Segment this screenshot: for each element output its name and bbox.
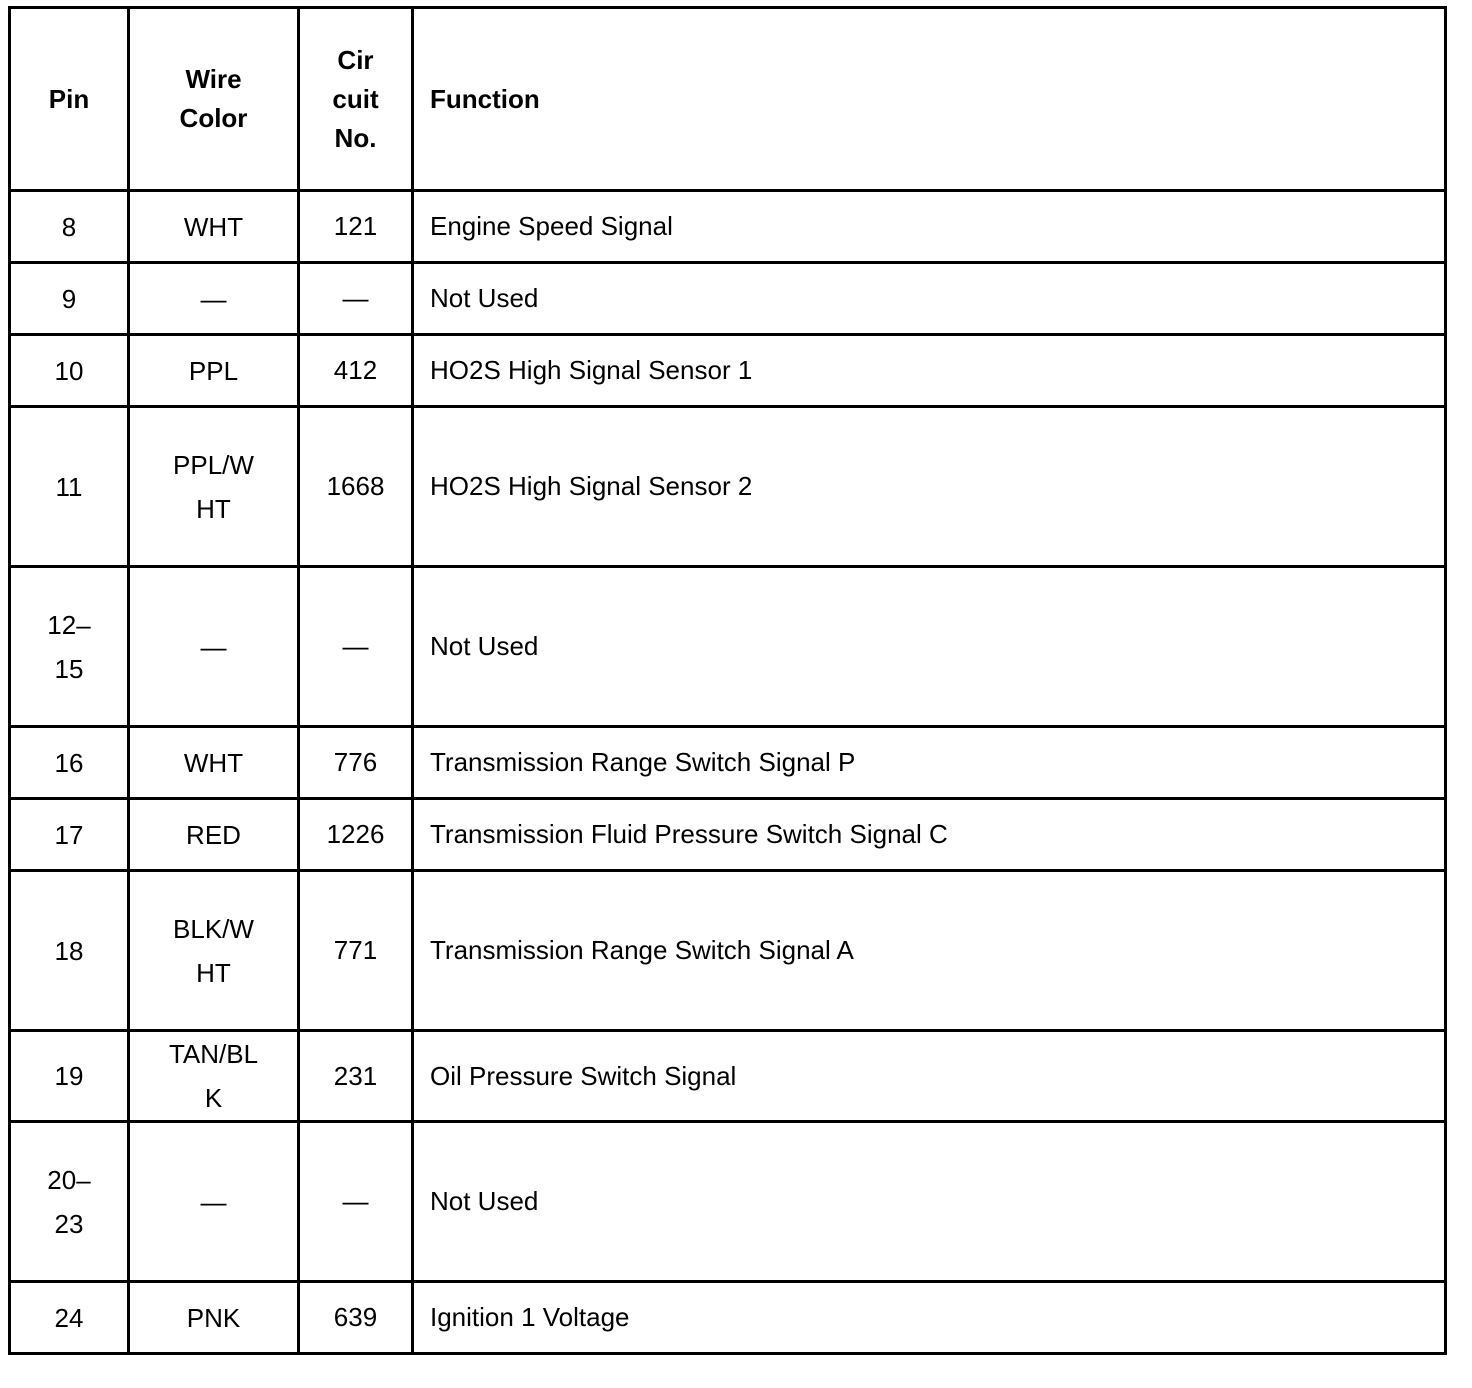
wire-color-cell [129, 263, 299, 335]
circuit-cell: 771 [299, 871, 413, 1031]
pin-cell [10, 1282, 129, 1354]
wire-color-cell [129, 567, 299, 727]
function-cell: Not Used [413, 263, 1446, 335]
wire-color-value: PPL [188, 355, 239, 386]
pin-value: 16 [54, 747, 84, 778]
wire-color-value: RED [186, 819, 241, 850]
pin-cell [10, 727, 129, 799]
connector-pinout-table [8, 6, 1447, 1355]
pin-value: 20–23 [47, 1164, 91, 1239]
circuit-cell: 639 [299, 1282, 413, 1354]
circuit-cell: 231 [299, 1031, 413, 1122]
circuit-no-header [299, 8, 413, 191]
table-row [10, 871, 1446, 1031]
pin-cell [10, 1122, 129, 1282]
wire-color-cell [129, 871, 299, 1031]
table-row [10, 263, 1446, 335]
function-cell: Transmission Range Switch Signal P [413, 727, 1446, 799]
table-row [10, 407, 1446, 567]
circuit-cell: — [299, 567, 413, 727]
pin-value: 11 [55, 471, 83, 502]
function-cell: Ignition 1 Voltage [413, 1282, 1446, 1354]
pin-cell [10, 191, 129, 263]
wire-color-value: — [200, 1186, 227, 1217]
pin-cell [10, 335, 129, 407]
table-row [10, 799, 1446, 871]
pin-value: 24 [54, 1302, 84, 1333]
pin-cell [10, 871, 129, 1031]
pin-value: 8 [61, 211, 77, 242]
table-row [10, 1031, 1446, 1122]
wire-color-cell [129, 191, 299, 263]
table-row [10, 1282, 1446, 1354]
pin-cell [10, 1031, 129, 1122]
function-cell: Oil Pressure Switch Signal [413, 1031, 1446, 1122]
circuit-cell: — [299, 263, 413, 335]
wire-color-header-text: Wire Color [179, 64, 248, 133]
circuit-header-line-3: No. [334, 122, 377, 153]
wire-color-cell [129, 335, 299, 407]
header-row [10, 8, 1446, 191]
table-row [10, 1122, 1446, 1282]
pin-value: 9 [61, 283, 77, 314]
wire-color-value: WHT [183, 747, 244, 778]
table-row [10, 335, 1446, 407]
table-row [10, 567, 1446, 727]
circuit-cell: 1668 [299, 407, 413, 567]
wire-color-value: PPL/WHT [173, 449, 254, 524]
pin-header: Pin [10, 8, 129, 191]
pin-value: 19 [54, 1061, 84, 1091]
wire-color-value: TAN/BLK [168, 1039, 259, 1113]
table-body [10, 191, 1446, 1354]
circuit-cell: 776 [299, 727, 413, 799]
function-header: Function [413, 8, 1446, 191]
function-cell: Transmission Range Switch Signal A [413, 871, 1446, 1031]
table-row [10, 727, 1446, 799]
table-row [10, 191, 1446, 263]
circuit-header-line-1: Cir [337, 44, 374, 75]
pin-cell [10, 407, 129, 567]
wire-color-value: — [200, 631, 227, 662]
pin-value: 10 [54, 355, 84, 386]
circuit-cell: 1226 [299, 799, 413, 871]
function-cell: Transmission Fluid Pressure Switch Signal C [413, 799, 1446, 871]
wire-color-cell [129, 799, 299, 871]
function-cell: HO2S High Signal Sensor 1 [413, 335, 1446, 407]
pin-cell [10, 263, 129, 335]
wire-color-cell [129, 1031, 299, 1122]
pin-cell [10, 567, 129, 727]
circuit-cell: 121 [299, 191, 413, 263]
pin-value: 17 [54, 819, 84, 850]
wire-color-value: BLK/WHT [173, 913, 254, 988]
wire-color-cell [129, 407, 299, 567]
wire-color-cell [129, 1282, 299, 1354]
wire-color-value: PNK [186, 1302, 241, 1333]
circuit-cell: — [299, 1122, 413, 1282]
wire-color-value: — [200, 283, 227, 314]
wire-color-header [129, 8, 299, 191]
function-cell: Not Used [413, 1122, 1446, 1282]
circuit-no-header-text [332, 41, 378, 158]
pin-value: 18 [54, 935, 84, 966]
pin-value: 12–15 [47, 609, 91, 684]
wire-color-cell [129, 727, 299, 799]
circuit-header-line-2: cuit [332, 83, 379, 114]
wire-color-value: WHT [183, 211, 244, 242]
pin-cell [10, 799, 129, 871]
function-cell: Not Used [413, 567, 1446, 727]
circuit-cell: 412 [299, 335, 413, 407]
function-cell: HO2S High Signal Sensor 2 [413, 407, 1446, 567]
function-cell: Engine Speed Signal [413, 191, 1446, 263]
wire-color-cell [129, 1122, 299, 1282]
